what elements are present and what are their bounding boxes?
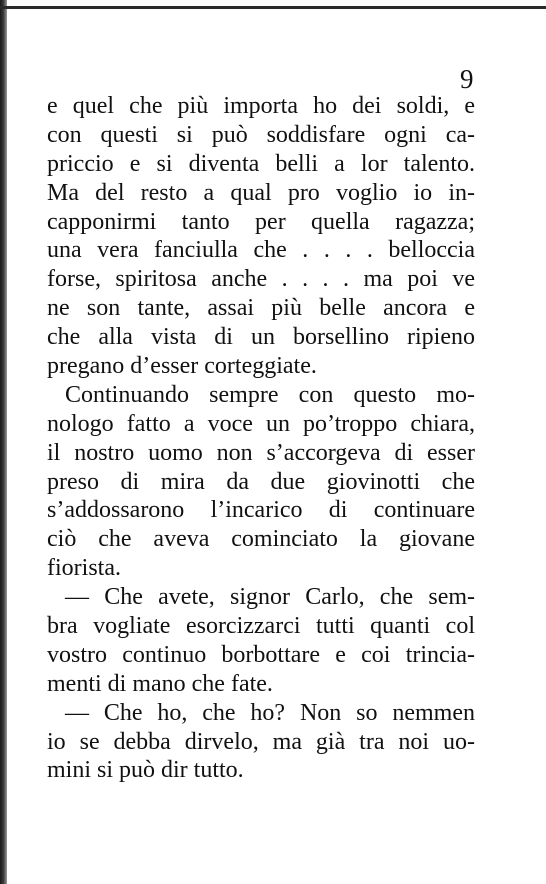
text-line: s’addossarono l’incarico di continuare (47, 497, 475, 524)
text-line: pregano d’esser corteggiate. (47, 353, 317, 380)
text-line: fiorista. (47, 555, 121, 582)
text-line: forse, spiritosa anche . . . . ma poi ve (47, 266, 475, 293)
text-line: — Che avete, signor Carlo, che sem- (65, 584, 475, 611)
text-line: nologo fatto a voce un po’troppo chiara, (47, 410, 475, 437)
text-line: preso di mira da due giovinotti che (47, 468, 475, 495)
text-line: mini si può dir tutto. (47, 757, 244, 784)
top-rule (0, 6, 546, 9)
text-line: e quel che più importa ho dei soldi, e (47, 93, 475, 119)
body-text (47, 92, 475, 785)
text-line: — Che ho, che ho? Non so nemmen (65, 699, 475, 726)
page-number: 9 (460, 64, 474, 94)
text-line: ne son tante, assai più belle ancora e (47, 295, 475, 322)
text-line: vostro continuo borbottare e coi trincia- (47, 641, 475, 668)
book-spine-edge (0, 0, 7, 884)
text-line: il nostro uomo non s’accorgeva di esser (47, 439, 475, 466)
text-line: Continuando sempre con questo mo- (65, 381, 475, 408)
text-line: capponirmi tanto per quella ragazza; (47, 208, 475, 235)
text-line: io se debba dirvelo, ma già tra noi uo- (47, 728, 475, 755)
text-line: bra vogliate esorcizzarci tutti quanti col (47, 613, 475, 640)
text-line: una vera fanciulla che . . . . belloccia (47, 237, 475, 264)
text-line: ciò che aveva cominciato la giovane (47, 526, 475, 553)
text-line: priccio e si diventa belli a lor talento. (47, 150, 475, 177)
text-line: menti di mano che fate. (47, 670, 273, 697)
text-line: che alla vista di un borsellino ripieno (47, 324, 475, 351)
text-line: Ma del resto a qual pro voglio io in- (47, 179, 475, 206)
text-line: con questi si può soddisfare ogni ca- (47, 121, 475, 148)
